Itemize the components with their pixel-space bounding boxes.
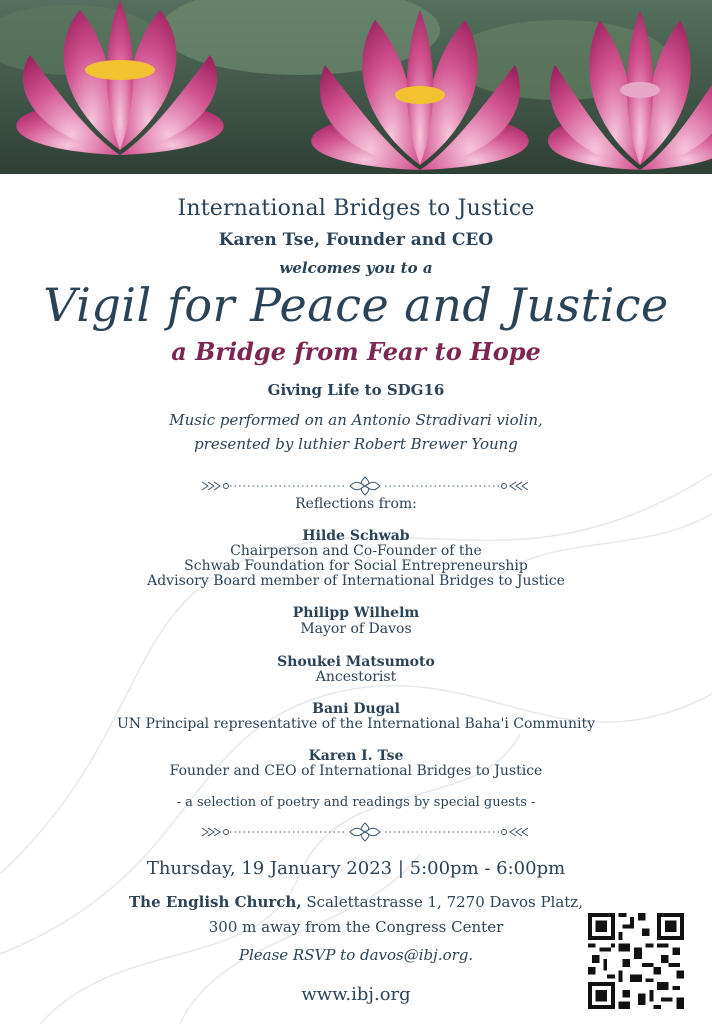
speaker-role: Ancestorist: [315, 669, 397, 685]
event-title: Vigil for Peace and Justice: [43, 278, 669, 332]
event-subtitle: a Bridge from Fear to Hope: [171, 337, 541, 366]
venue-line: [0, 893, 712, 911]
speaker-name: Hilde Schwab: [302, 528, 410, 544]
ornament-divider: [200, 822, 530, 842]
website-link[interactable]: www.ibj.org: [301, 984, 411, 1005]
org-name: International Bridges to Justice: [177, 196, 535, 221]
speaker-name: Bani Dugal: [312, 701, 400, 717]
speaker-role: Chairperson and Co-Founder of the: [230, 543, 482, 559]
music-line-2: presented by luthier Robert Brewer Young: [194, 435, 518, 453]
header-lily-image: [0, 0, 712, 174]
poetry-note: - a selection of poetry and readings by special guests -: [176, 795, 536, 810]
reflections-label: Reflections from:: [295, 496, 417, 512]
speaker-name: Philipp Wilhelm: [292, 605, 420, 621]
speaker-role: Founder and CEO of International Bridges to Justice: [169, 763, 543, 779]
speaker-role: Schwab Foundation for Social Entrepreneurship: [184, 558, 528, 574]
music-line-1: Music performed on an Antonio Stradivari violin,: [169, 411, 543, 429]
qr-code[interactable]: [588, 913, 684, 1009]
welcome-text: welcomes you to a: [279, 259, 433, 277]
venue-address: Scalettastrasse 1, 7270 Davos Platz,: [301, 893, 583, 911]
venue-distance: 300 m away from the Congress Center: [208, 918, 504, 936]
venue-name: The English Church,: [129, 893, 302, 911]
speaker-role: UN Principal representative of the International Baha'i Community: [116, 716, 596, 732]
ornament-divider: [200, 476, 530, 496]
theme-line: Giving Life to SDG16: [267, 381, 445, 399]
speaker-role: Advisory Board member of International Bridges to Justice: [147, 573, 565, 589]
event-datetime: Thursday, 19 January 2023 | 5:00pm - 6:00pm: [146, 858, 566, 879]
rsvp-link[interactable]: Please RSVP to davos@ibj.org.: [238, 946, 474, 964]
speaker-role: Mayor of Davos: [300, 621, 412, 637]
speaker-name: Karen I. Tse: [308, 748, 404, 764]
speaker-name: Shoukei Matsumoto: [277, 654, 435, 670]
host-line: Karen Tse, Founder and CEO: [218, 230, 494, 250]
